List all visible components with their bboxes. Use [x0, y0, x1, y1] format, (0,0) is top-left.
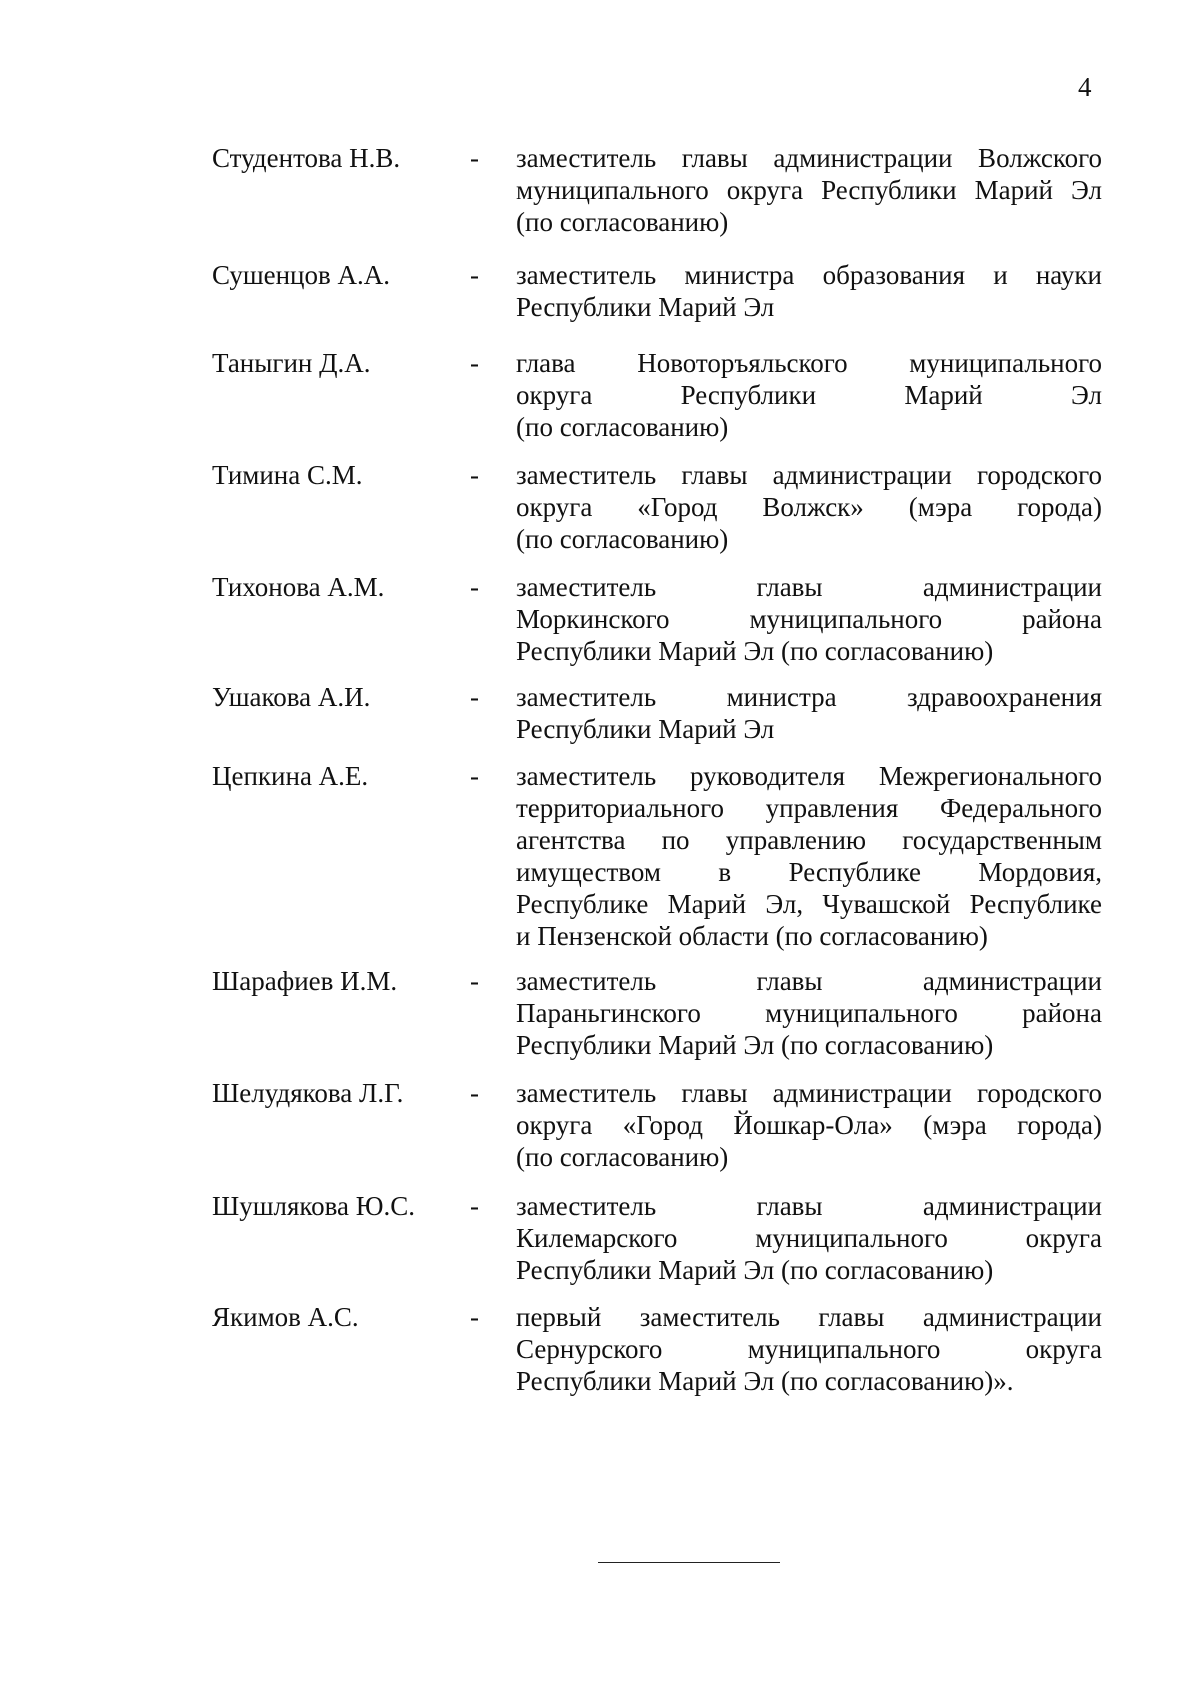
member-role: [516, 347, 1102, 443]
role-line: заместитель главы администрации: [516, 1191, 1102, 1221]
role-line: агентства по управлению государственным: [516, 825, 1102, 855]
role-line: заместитель министра образования и науки: [516, 260, 1102, 290]
role-line: заместитель руководителя Межрегионального: [516, 761, 1102, 791]
entry-dash: -: [470, 260, 479, 290]
closing-rule: [598, 1562, 780, 1563]
member-name: Шелудякова Л.Г.: [212, 1078, 404, 1108]
role-line: Параньгинского муниципального района: [516, 998, 1102, 1028]
member-name: Тихонова А.М.: [212, 572, 385, 602]
member-name: Таныгин Д.А.: [212, 348, 371, 378]
member-name: Шарафиев И.М.: [212, 966, 398, 996]
role-line: округа «Город Йошкар-Ола» (мэра города): [516, 1110, 1102, 1140]
member-name: Ушакова А.И.: [212, 682, 371, 712]
role-line: Республики Марий Эл: [516, 292, 775, 322]
role-line: округа «Город Волжск» (мэра города): [516, 492, 1102, 522]
entry-dash: -: [470, 1078, 479, 1108]
role-line: заместитель главы администрации Волжского: [516, 143, 1102, 173]
role-line: территориального управления Федерального: [516, 793, 1102, 823]
member-role: [516, 1077, 1102, 1173]
entry-dash: -: [470, 761, 479, 791]
role-line: (по согласованию): [516, 412, 729, 442]
member-role: [516, 571, 1102, 667]
member-role: [516, 965, 1102, 1061]
role-line: Республики Марий Эл: [516, 714, 775, 744]
entry-dash: -: [470, 460, 479, 490]
entry-dash: -: [470, 572, 479, 602]
role-line: Республики Марий Эл (по согласованию)».: [516, 1366, 1014, 1396]
role-line: глава Новоторъяльского муниципального: [516, 348, 1102, 378]
entry-dash: -: [470, 682, 479, 712]
member-name: Сушенцов А.А.: [212, 260, 391, 290]
member-role: [516, 760, 1102, 952]
role-line: имуществом в Республике Мордовия,: [516, 857, 1102, 887]
entry-dash: -: [470, 348, 479, 378]
role-line: (по согласованию): [516, 207, 729, 237]
member-name: Цепкина А.Е.: [212, 761, 369, 791]
role-line: Республики Марий Эл (по согласованию): [516, 636, 994, 666]
role-line: округа Республики Марий Эл: [516, 380, 1102, 410]
role-line: заместитель главы администрации городского: [516, 1078, 1102, 1108]
member-role: [516, 142, 1102, 238]
role-line: и Пензенской области (по согласованию): [516, 921, 988, 951]
role-line: муниципального округа Республики Марий Эл: [516, 175, 1102, 205]
member-name: Студентова Н.В.: [212, 143, 401, 173]
role-line: заместитель главы администрации городского: [516, 460, 1102, 490]
role-line: (по согласованию): [516, 1142, 729, 1172]
entry-dash: -: [470, 1302, 479, 1332]
role-line: Сернурского муниципального округа: [516, 1334, 1102, 1364]
member-name: Тимина С.М.: [212, 460, 363, 490]
member-role: [516, 459, 1102, 555]
entry-dash: -: [470, 143, 479, 173]
role-line: (по согласованию): [516, 524, 729, 554]
member-role: [516, 1301, 1102, 1397]
entry-dash: -: [470, 966, 479, 996]
role-line: Килемарского муниципального округа: [516, 1223, 1102, 1253]
member-role: [516, 1190, 1102, 1286]
member-role: [516, 681, 1102, 745]
role-line: заместитель министра здравоохранения: [516, 682, 1102, 712]
role-line: заместитель главы администрации: [516, 572, 1102, 602]
role-line: Республики Марий Эл (по согласованию): [516, 1030, 994, 1060]
role-line: Моркинского муниципального района: [516, 604, 1102, 634]
entry-dash: -: [470, 1191, 479, 1221]
member-name: Якимов А.С.: [212, 1302, 359, 1332]
role-line: первый заместитель главы администрации: [516, 1302, 1102, 1332]
member-name: Шушлякова Ю.С.: [212, 1191, 416, 1221]
role-line: заместитель главы администрации: [516, 966, 1102, 996]
page-number: 4: [1078, 72, 1092, 102]
role-line: Республике Марий Эл, Чувашской Республике: [516, 889, 1102, 919]
member-role: [516, 259, 1102, 323]
role-line: Республики Марий Эл (по согласованию): [516, 1255, 994, 1285]
